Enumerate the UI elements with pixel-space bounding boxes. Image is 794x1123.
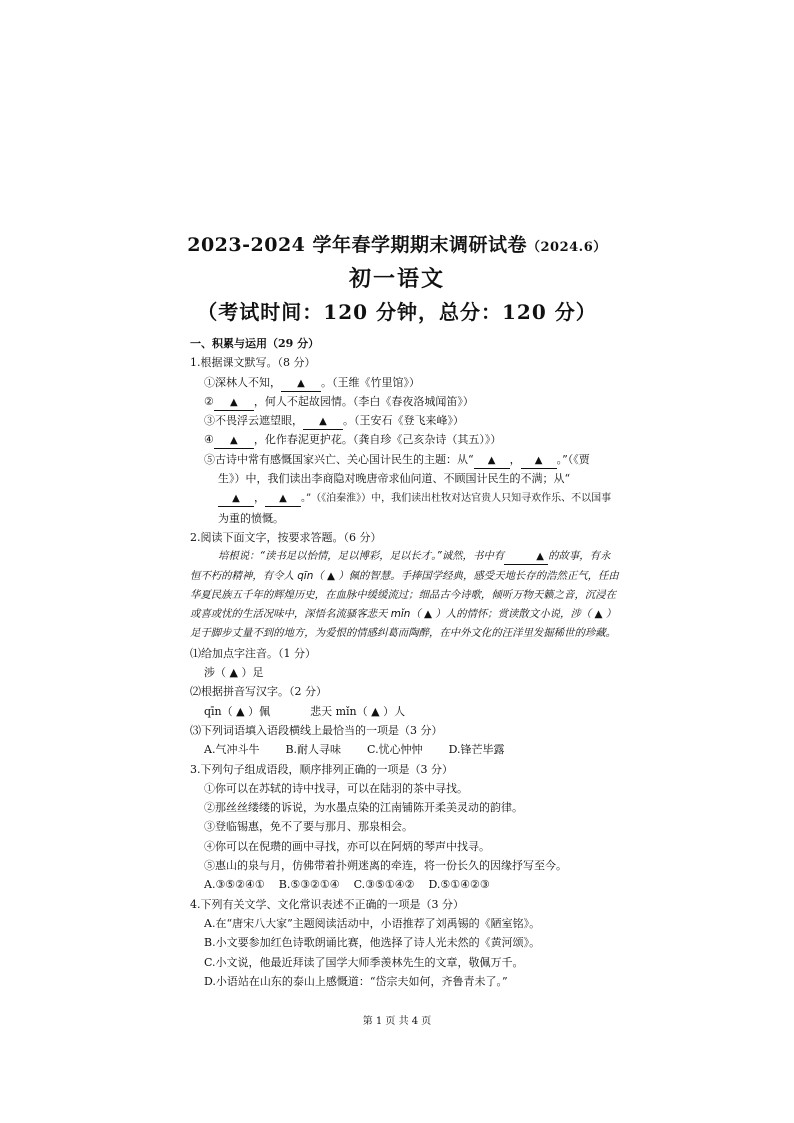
q2-sub1: ⑴给加点字注音。（1 分） [190,646,316,660]
q4-option-b: B.小文要参加红色诗歌朗诵比赛，他选择了诗人光未然的《黄河颂》。 [204,936,541,950]
q3-item: ④你可以在倪瓒的画中寻找，亦可以在阿炳的琴声中找寻。 [204,839,490,853]
q4-option-c: C.小文说，他最近拜读了国学大师季羡林先生的文章，敬佩万千。 [204,955,524,969]
exam-date: （2024.6） [527,240,607,255]
exam-title [0,230,794,257]
blank-marker: ▲ [297,377,305,389]
q4-option-a: A.在“唐宋八大家”主题阅读活动中，小语推荐了刘禹锡的《陋室铭》。 [204,916,541,930]
q1-line3 [190,411,620,430]
q2-option-d: D.锋芒毕露 [448,743,505,757]
q2-options [190,740,620,759]
q1-l2-source: ，何人不起故园情。（李白《春夜洛城闻笛》） [253,394,474,408]
q4-option-d: D.小语站在山东的泰山上感慨道：“岱宗夫如何，齐鲁青未了。” [204,974,508,988]
q1-l3-text: ③不畏浮云遮望眼， [204,414,303,428]
q3-item: ③登临锡惠，免不了要与那月、那泉相会。 [204,820,413,834]
q1-l3-source: 。（王安石《登飞来峰》） [343,414,464,428]
q2-stem: 2.阅读下面文字，按要求答题。（6 分） [190,530,382,544]
answer-blank [504,549,548,565]
q1-stem: 1.根据课文默写。（8 分） [190,356,316,370]
q1-l5-comma: ， [509,452,521,466]
q2-sub1-item: 涉（ ▲ ）足 [204,666,264,680]
answer-blank [521,453,557,469]
q3-option-c: C.③⑤①④② [353,878,415,892]
q1-l7-comma: ， [254,491,265,505]
q1-line6: 生》）中，我们读出李商隐对晚唐帝求仙问道、不顾国计民生的不满；从“ [218,472,571,486]
answer-blank [214,395,254,411]
q1-l2-text: ② [204,394,214,408]
q1-l5-text: ⑤古诗中常有感慨国家兴亡、关心国计民生的主题：从“ [204,452,474,466]
q2-sub3: ⑶下列词语填入语段横线上最恰当的一项是（3 分） [190,723,443,737]
answer-blank [265,491,301,507]
q1-line7 [190,488,620,508]
answer-blank [281,376,321,392]
q3-item: ⑤惠山的泉与月，仿佛带着扑朔迷离的牵连，将一份长久的因缘抒写至今。 [204,859,567,873]
q1-line2 [190,392,620,411]
answer-blank [303,414,343,430]
q3-option-a: A.③⑤②④① [204,878,265,892]
answer-blank [218,491,254,507]
q3-stem: 3.下列句子组成语段，顺序排列正确的一项是（3 分） [190,762,453,776]
q3-option-d: D.⑤①④②③ [428,878,490,892]
q1-l7-text: 。”（《泊秦淮》）中，我们读出杜牧对达官贵人只知寻欢作乐、不以国事 [301,493,612,505]
q1-line4 [190,430,620,449]
q2-passage-part1: 培根说：“读书足以怡情，足以博彩，足以长才。”诚然，书中有 [218,550,505,563]
blank-marker: ▲ [279,493,287,505]
q3-item: ①你可以在苏轼的诗中找寻，可以在陆羽的茶中寻找。 [204,781,468,795]
q1-l1-text: ①深林人不知， [204,375,281,389]
blank-marker: ▲ [230,396,238,408]
q1-l5-source: 。”（《贾 [556,452,590,466]
q1-line1 [190,373,620,392]
answer-blank [214,433,254,449]
answer-blank [474,453,510,469]
q3-item: ②那丝丝缕缕的诉说，为水墨点染的江南铺陈开柔美灵动的韵律。 [204,801,523,815]
q1-line5 [190,450,620,469]
blank-marker: ▲ [536,551,544,563]
exam-info: （考试时间：120 分钟，总分：120 分） [197,300,597,324]
q3-options [190,875,620,894]
blank-marker: ▲ [319,416,327,428]
page-footer: 第 1 页 共 4 页 [362,1016,432,1027]
blank-marker: ▲ [534,454,543,466]
blank-marker: ▲ [232,493,240,505]
q3-option-b: B.⑤③②①④ [278,878,340,892]
q2-option-a: A.气冲斗牛 [204,743,260,757]
q2-sub2: ⑵根据拼音写汉字。（2 分） [190,685,327,699]
q2-passage-part2: 的故事，有永恒不朽的精神，有令人 qīn（ ▲ ）佩的智慧。手捧国学经典，感受天地长存的浩然正气，任由华夏民族五千年的辉煌历史，在血脉中缓缓流过；细品古今诗歌，倾听万物天籁之音，沉浸在或喜或忧的生活况味中，深悟名流骚客悲天 mǐn（ ▲ ）人的情怀；赏读散文小说，涉（ ▲ ）足于脚步丈量不到的地方，为爱恨的情感纠葛而陶醉，在中外文化的汪洋里发掘稀世的珍藏。 [190,550,619,640]
q2-passage [190,547,620,643]
q1-l4-text: ④ [204,433,214,447]
blank-marker: ▲ [230,435,238,447]
exam-content [190,334,620,991]
q4-stem: 4.下列有关文学、文化常识表述不正确的一项是（3 分） [190,897,464,911]
q2-sub2-item-b: 悲天 mǐn（ ▲ ）人 [310,704,406,718]
section-heading: 一、积累与运用（29 分） [190,337,320,350]
exam-title-text: 2023-2024 学年春学期期末调研试卷 [187,234,527,256]
q1-line8: 为重的愤慨。 [218,511,284,525]
blank-marker: ▲ [487,454,496,466]
q2-sub2-items [190,702,620,721]
q2-option-c: C.忧心忡忡 [367,743,423,757]
subject-title: 初一语文 [348,266,445,292]
q1-l4-source: ，化作春泥更护花。（龚自珍《己亥杂诗（其五）》） [253,433,502,447]
q1-l1-source: 。（王维《竹里馆》） [321,375,420,389]
q2-option-b: B.耐人寻味 [285,743,342,757]
q2-sub2-item-a: qīn（ ▲ ）佩 [204,704,271,718]
